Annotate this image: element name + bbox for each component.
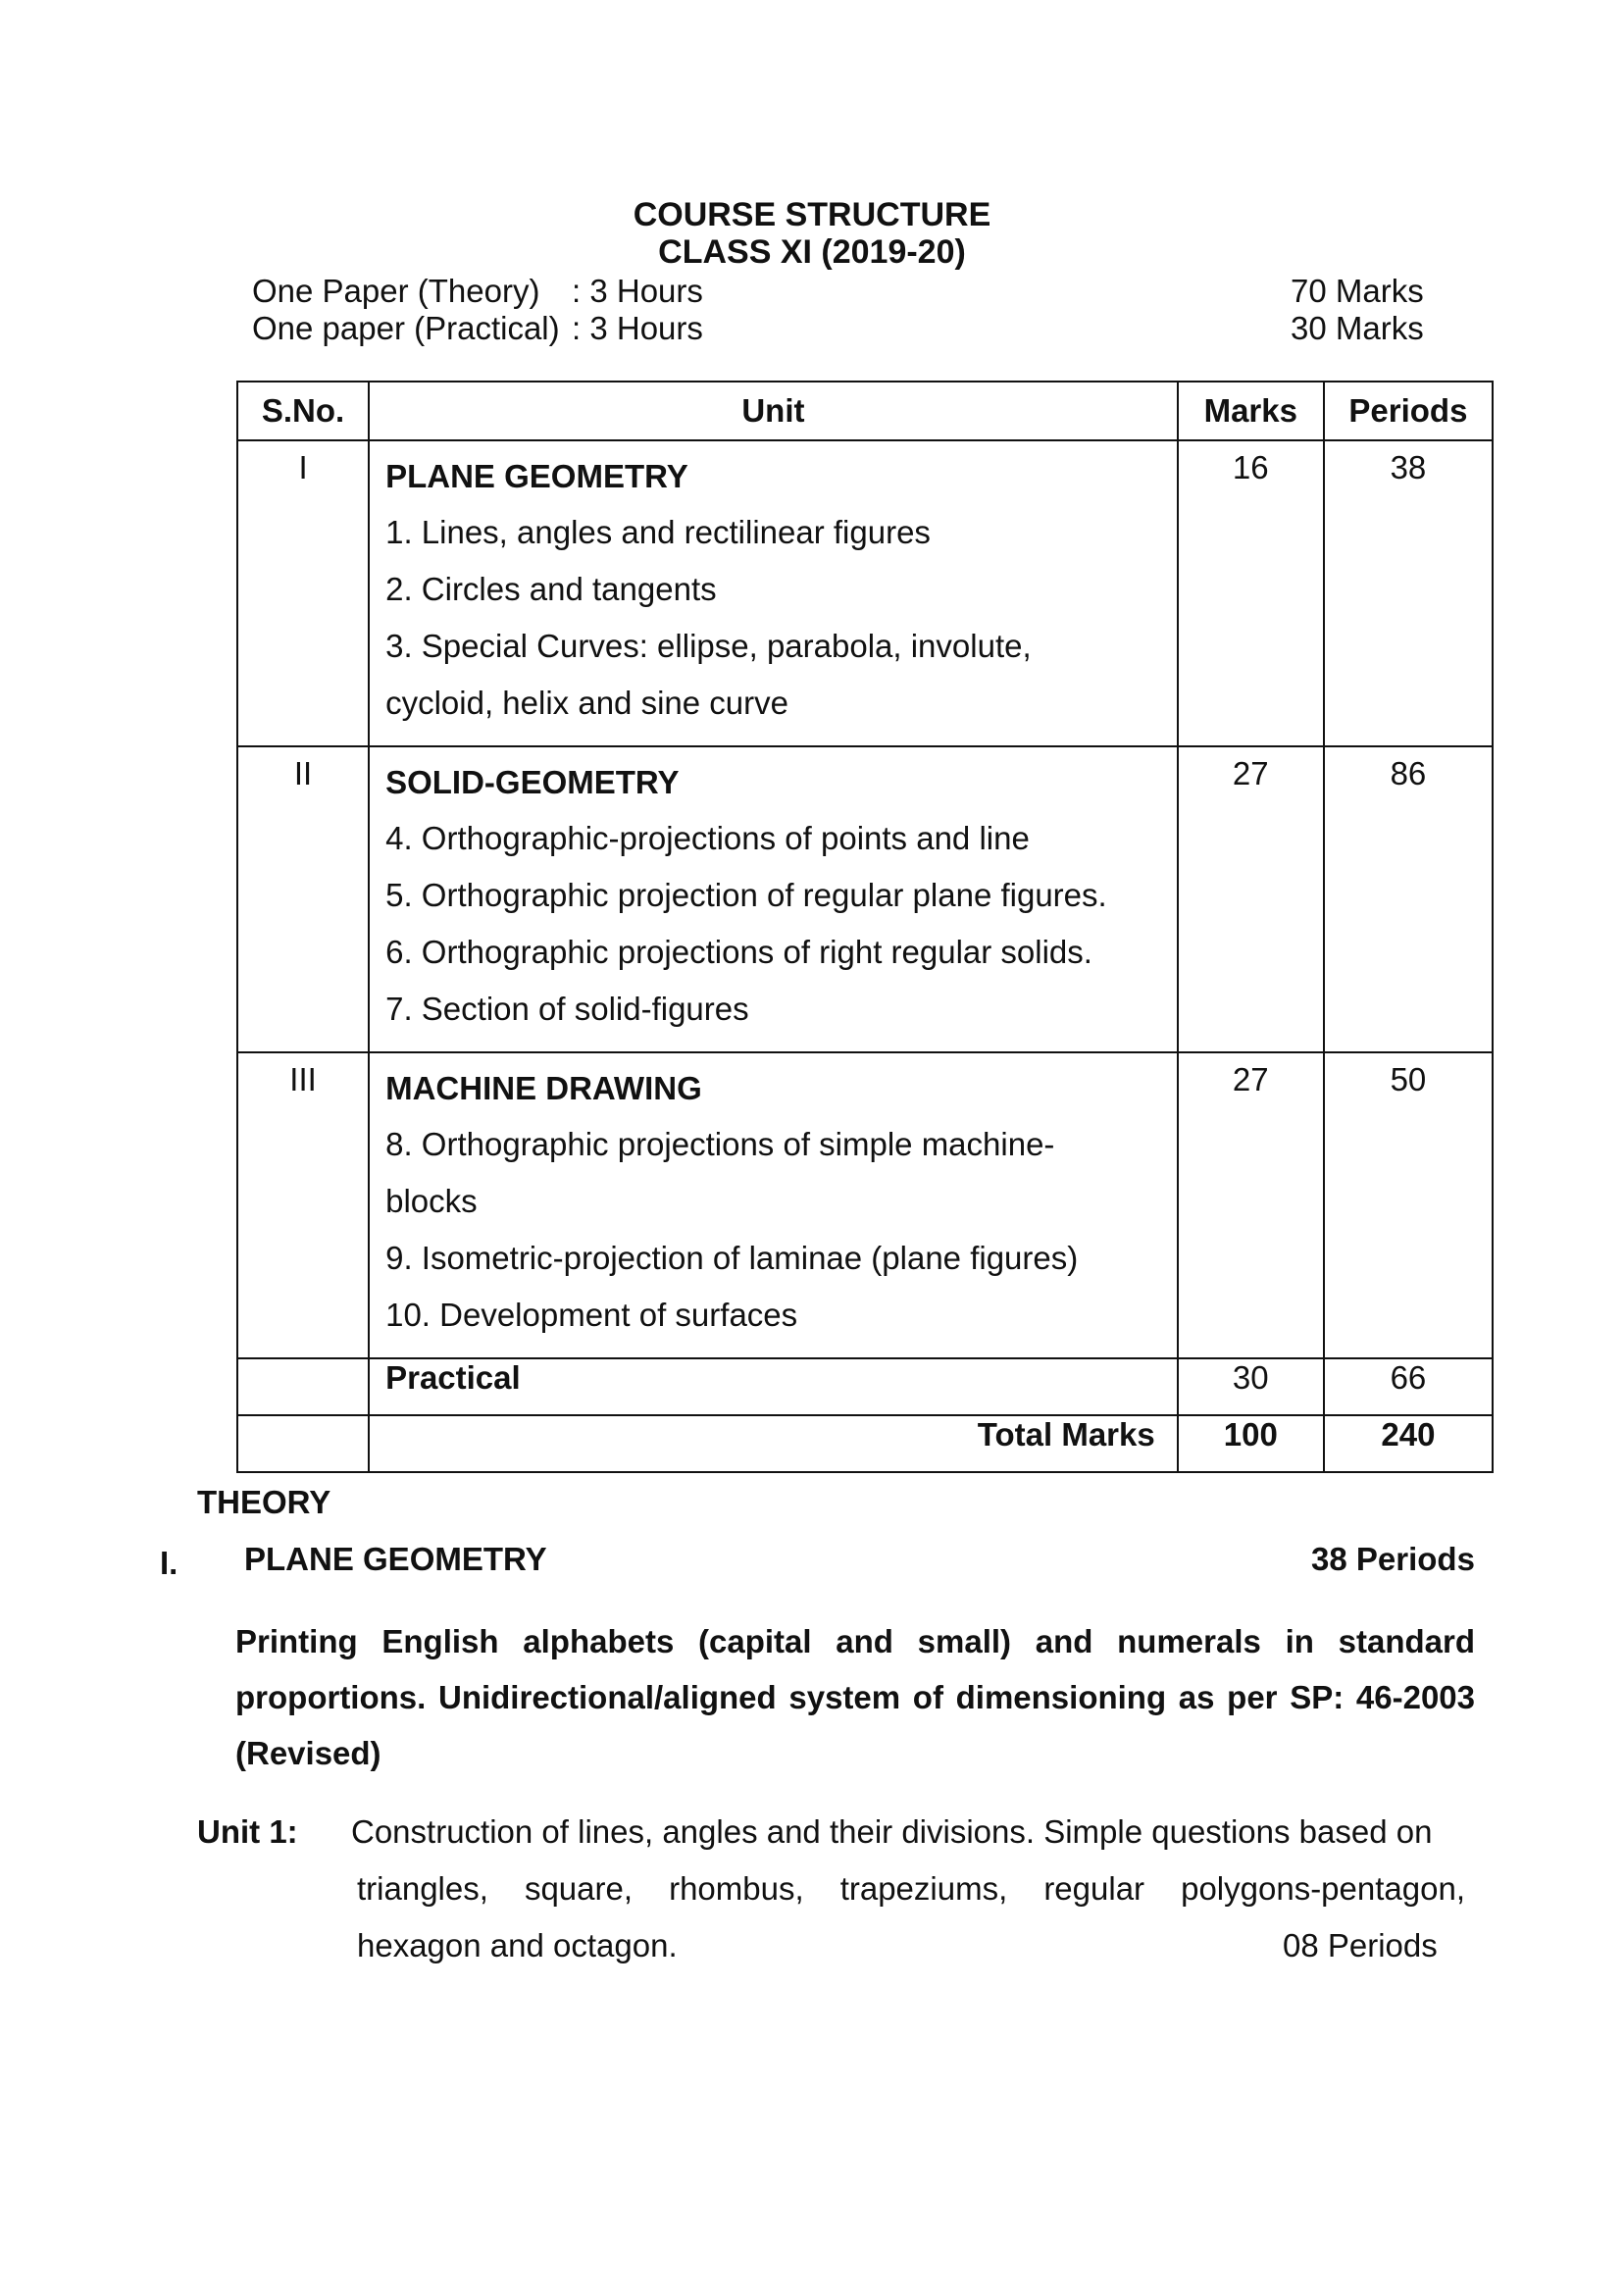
unit-item: 2. Circles and tangents [385,571,717,607]
page-title: COURSE STRUCTURE [633,196,991,233]
unit-item: 4. Orthographic-projections of points and line [385,820,1030,856]
col-header-periods: Periods [1324,382,1493,440]
practical-paper-duration: : 3 Hours [572,310,703,346]
theory-paper-label: One Paper (Theory) [252,273,540,309]
row-unit [369,440,1178,746]
row-periods: 38 [1324,440,1493,746]
row-marks: 27 [1178,1052,1324,1358]
unit1-label: Unit 1: [197,1813,298,1850]
unit-item: 5. Orthographic projection of regular plane figures. [385,877,1107,913]
row-unit [369,746,1178,1052]
col-header-sno: S.No. [237,382,369,440]
practical-row [237,1358,1493,1415]
unit-item: 3. Special Curves: ellipse, parabola, involute, cycloid, helix and sine curve [385,628,1032,721]
unit-item: 10. Development of surfaces [385,1297,798,1333]
table-row [237,1052,1493,1358]
practical-marks: 30 [1178,1358,1324,1415]
unit1-line: Construction of lines, angles and their divisions. Simple questions based on [351,1813,1433,1850]
unit-item: 6. Orthographic projections of right regular solids. [385,934,1092,970]
row-unit [369,1052,1178,1358]
total-label: Total Marks [369,1415,1178,1472]
total-row [237,1415,1493,1472]
unit-heading: PLANE GEOMETRY [385,458,688,494]
unit-item: 9. Isometric-projection of laminae (plane figures) [385,1240,1079,1276]
unit-item: 7. Section of solid-figures [385,991,749,1027]
course-structure-table [236,381,1494,1473]
theory-paper-duration: : 3 Hours [572,273,703,309]
section-periods: 38 Periods [1311,1541,1475,1577]
table-row [237,746,1493,1052]
col-header-unit: Unit [369,382,1178,440]
table-row [237,440,1493,746]
total-sno [237,1415,369,1472]
practical-paper-marks: 30 Marks [1291,310,1424,346]
section-number: I. [160,1545,178,1581]
row-marks: 16 [1178,440,1324,746]
unit1-line: triangles, square, rhombus, trapeziums, regular polygons-pentagon, [357,1870,1465,1907]
row-marks: 27 [1178,746,1324,1052]
unit-heading: MACHINE DRAWING [385,1070,702,1106]
unit-heading: SOLID-GEOMETRY [385,764,680,800]
practical-periods: 66 [1324,1358,1493,1415]
total-marks: 100 [1178,1415,1324,1472]
row-periods: 50 [1324,1052,1493,1358]
row-sno: III [237,1052,369,1358]
practical-label: Practical [369,1358,1178,1415]
section-title: PLANE GEOMETRY [244,1541,547,1577]
class-subtitle: CLASS XI (2019-20) [658,233,966,271]
row-sno: I [237,440,369,746]
intro-paragraph: Printing English alphabets (capital and small) and numerals in standard proportions. Unidirectional/aligned system of dimensioning as per SP: 46-2003 (Revised) [235,1623,1475,1771]
theory-paper-marks: 70 Marks [1291,273,1424,309]
table-header-row [237,382,1493,440]
unit-item: 1. Lines, angles and rectilinear figures [385,514,931,550]
row-sno: II [237,746,369,1052]
practical-paper-label: One paper (Practical) [252,310,560,346]
col-header-marks: Marks [1178,382,1324,440]
theory-heading: THEORY [197,1484,331,1520]
unit1-periods: 08 Periods [1283,1927,1438,1963]
row-periods: 86 [1324,746,1493,1052]
unit-item: 8. Orthographic projections of simple machine-blocks [385,1126,1055,1219]
total-periods: 240 [1324,1415,1493,1472]
practical-sno [237,1358,369,1415]
unit1-line: hexagon and octagon. [357,1927,678,1963]
